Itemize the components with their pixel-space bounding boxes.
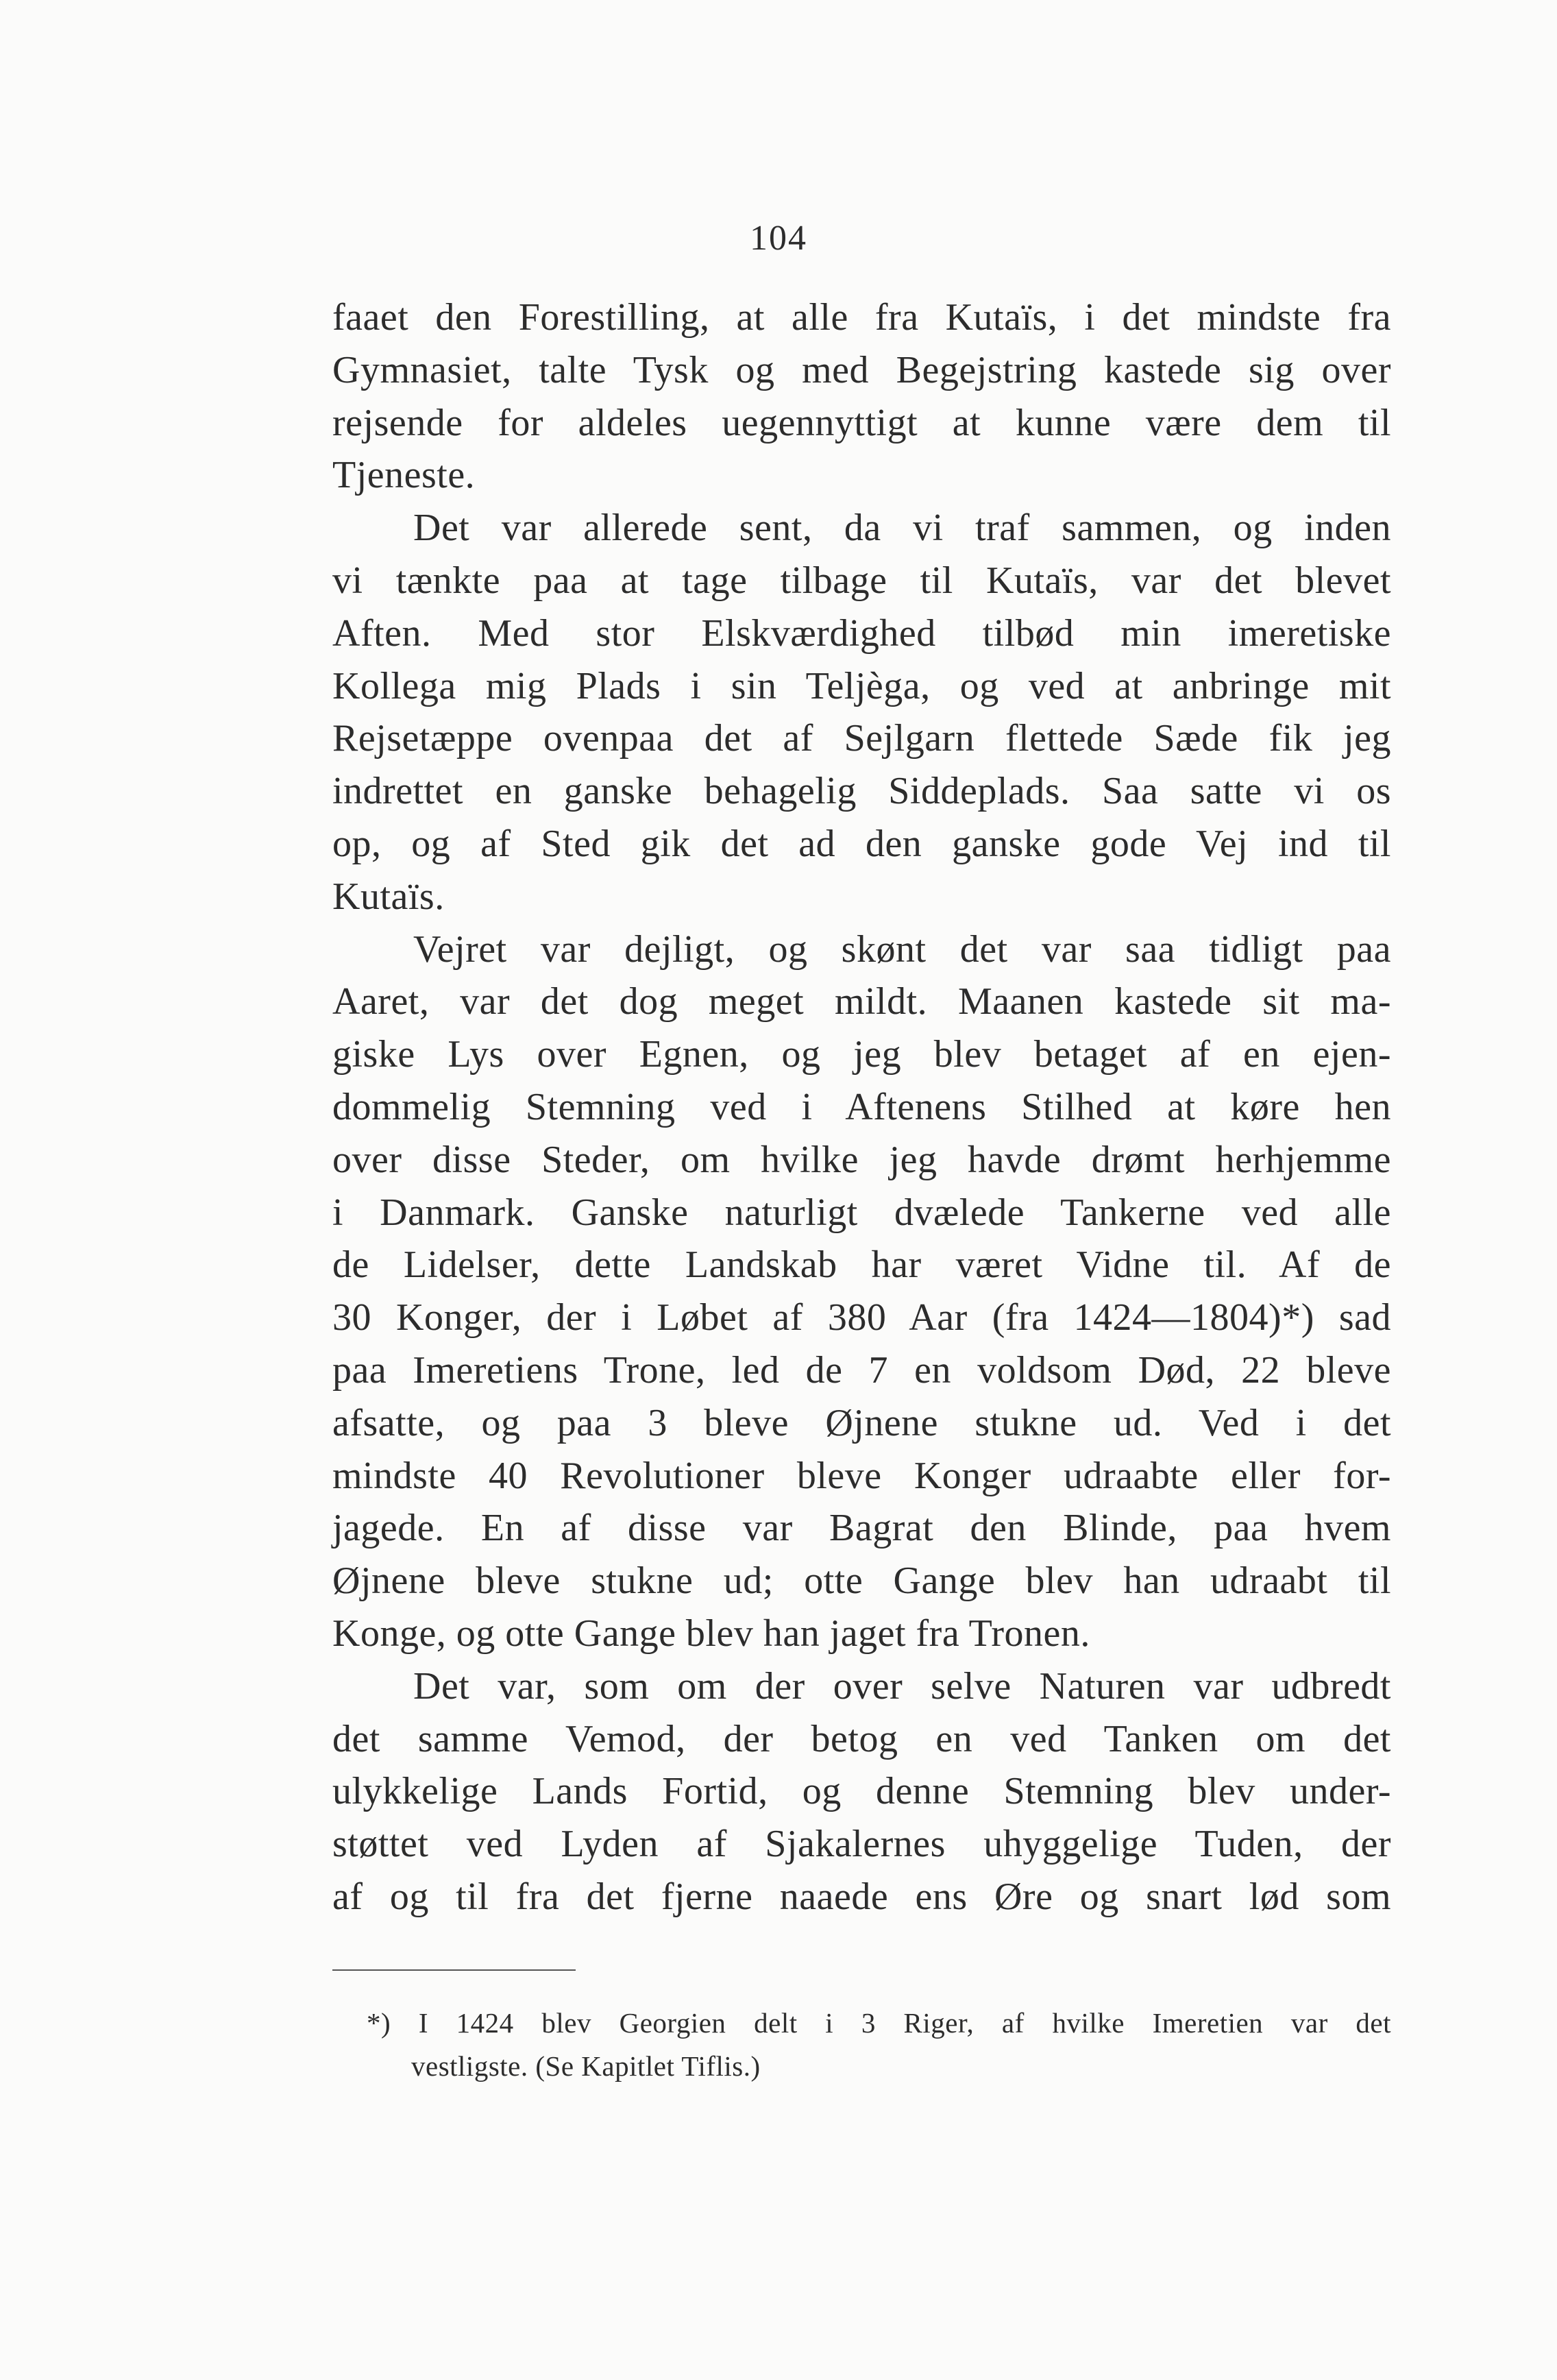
text-line: giske Lys over Egnen, og jeg blev betaget af en ejen- <box>332 1033 1391 1076</box>
text-line: op, og af Sted gik det ad den ganske gode Vej ind til <box>332 822 1391 865</box>
text-line: Gymnasiet, talte Tysk og med Begejstring kastede sig over <box>332 348 1391 391</box>
text-line: indrettet en ganske behagelig Siddeplads. Saa satte vi os <box>332 770 1391 813</box>
text-line: Konge, og otte Gange blev han jaget fra Tronen. <box>332 1612 1090 1655</box>
text-line: rejsende for aldeles uegennyttigt at kunne være dem til <box>332 401 1391 444</box>
text-line: Rejsetæppe ovenpaa det af Sejlgarn flettede Sæde fik jeg <box>332 717 1391 760</box>
text-line: faaet den Forestilling, at alle fra Kutaïs, i det mindste fra <box>332 296 1391 339</box>
text-line: Aften. Med stor Elskværdighed tilbød min imeretiske <box>332 611 1391 655</box>
text-line: støttet ved Lyden af Sjakalernes uhyggelige Tuden, der <box>332 1823 1391 1866</box>
text-line: Det var, som om der over selve Naturen var udbredt <box>413 1664 1391 1708</box>
text-line: 30 Konger, der i Løbet af 380 Aar (fra 1424—1804)*) sad <box>332 1296 1391 1339</box>
body-text <box>332 291 1391 1923</box>
footnote <box>367 2002 1391 2088</box>
text-line: Tjeneste. <box>332 454 476 497</box>
text-line: dommelig Stemning ved i Aftenens Stilhed at køre hen <box>332 1085 1391 1128</box>
text-line: af og til fra det fjerne naaede ens Øre og snart lød som <box>332 1875 1391 1918</box>
footnote-line: *) I 1424 blev Georgien delt i 3 Riger, af hvilke Imeretien var det <box>367 2007 1391 2039</box>
text-line: Kutaïs. <box>332 875 445 918</box>
text-line: Vejret var dejligt, og skønt det var saa tidligt paa <box>413 927 1391 971</box>
text-line: Det var allerede sent, da vi traf sammen, og inden <box>413 507 1391 550</box>
text-line: jagede. En af disse var Bagrat den Blinde, paa hvem <box>332 1507 1391 1550</box>
text-line: paa Imeretiens Trone, led de 7 en voldsom Død, 22 bleve <box>332 1348 1391 1392</box>
text-line: afsatte, og paa 3 bleve Øjnene stukne ud. Ved i det <box>332 1401 1391 1444</box>
text-line: Aaret, var det dog meget mildt. Maanen kastede sit ma- <box>332 980 1391 1023</box>
text-line: ulykkelige Lands Fortid, og denne Stemning blev under- <box>332 1770 1391 1813</box>
footnote-divider <box>332 1969 576 1971</box>
text-line: over disse Steder, om hvilke jeg havde drømt herhjemme <box>332 1138 1391 1181</box>
text-line: Kollega mig Plads i sin Teljèga, og ved at anbringe mit <box>332 664 1391 707</box>
page-number: 104 <box>750 219 807 258</box>
text-line: vi tænkte paa at tage tilbage til Kutaïs, var det blevet <box>332 559 1391 602</box>
text-line: i Danmark. Ganske naturligt dvælede Tankerne ved alle <box>332 1191 1391 1234</box>
footnote-line: vestligste. (Se Kapitlet Tiflis.) <box>411 2050 761 2082</box>
text-line: det samme Vemod, der betog en ved Tanken om det <box>332 1717 1391 1760</box>
text-line: Øjnene bleve stukne ud; otte Gange blev han udraabt til <box>332 1559 1391 1603</box>
text-line: mindste 40 Revolutioner bleve Konger udraabte eller for- <box>332 1454 1391 1497</box>
text-line: de Lidelser, dette Landskab har været Vidne til. Af de <box>332 1243 1391 1287</box>
